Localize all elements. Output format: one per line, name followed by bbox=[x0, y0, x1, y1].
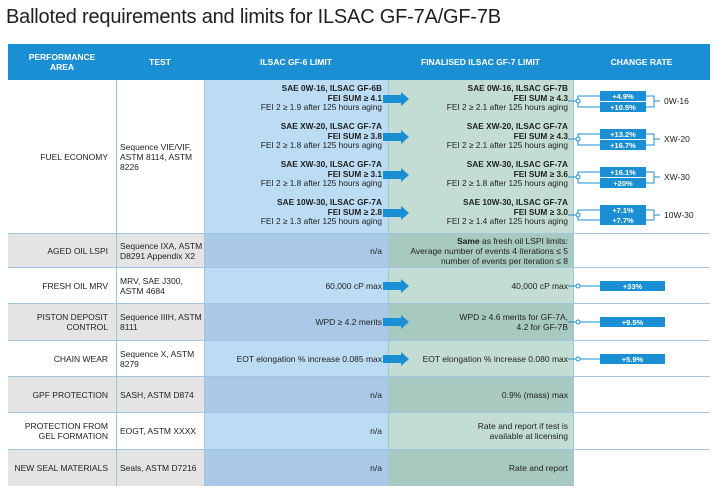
gf7-fei2: FEI 2 ≥ 1.4 after 125 hours aging bbox=[446, 216, 568, 226]
viscosity-label: XW-30 bbox=[664, 172, 690, 182]
area-cell: FUEL ECONOMY bbox=[40, 151, 108, 162]
gf7-cell: 0.9% (mass) max bbox=[388, 377, 573, 412]
area-cell: PISTON DEPOSIT CONTROL bbox=[8, 304, 116, 340]
gf7-fei2: FEI 2 ≥ 2.1 after 125 hours aging bbox=[446, 140, 568, 150]
header-change-rate: CHANGE RATE bbox=[610, 57, 673, 67]
gf7-sum: FEI SUM ≥ 4.3 bbox=[513, 92, 568, 103]
gf7-cell: 40,000 cP max bbox=[388, 268, 573, 303]
gf7-cell bbox=[388, 304, 573, 340]
gf6-cell: 60,000 cP max bbox=[204, 268, 388, 303]
gf6-sum: FEI SUM ≥ 3.8 bbox=[327, 130, 382, 141]
test-cell: MRV, SAE J300, ASTM 4684 bbox=[116, 268, 204, 303]
arrow-right-icon bbox=[383, 130, 409, 144]
rate-cell bbox=[573, 413, 710, 449]
gf7-text: 4.2 for GF-7B bbox=[516, 322, 568, 332]
gf6-cell: WPD ≥ 4.2 merits bbox=[204, 304, 388, 340]
change-rate-badge: +33% bbox=[600, 281, 665, 291]
change-rate-badge: +13.2% bbox=[600, 129, 646, 139]
gf6-cell bbox=[204, 80, 388, 233]
test-cell: Sequence IIIH, ASTM 8111 bbox=[116, 304, 204, 340]
test-cell: SASH, ASTM D874 bbox=[116, 377, 204, 412]
gf7-sum: FEI SUM ≥ 3.6 bbox=[513, 168, 568, 179]
change-rate-badge: +9.5% bbox=[600, 317, 665, 327]
area-cell: NEW SEAL MATERIALS bbox=[8, 450, 116, 486]
gf7-sum: FEI SUM ≥ 3.0 bbox=[513, 206, 568, 217]
header-gf7-limit: FINALISED ILSAC GF-7 LIMIT bbox=[421, 57, 540, 67]
gf6-grade: SAE XW-30, ILSAC GF-7A bbox=[280, 159, 382, 169]
area-cell: AGED OIL LSPI bbox=[8, 234, 116, 267]
viscosity-label: 10W-30 bbox=[664, 210, 694, 220]
gf7-cell bbox=[388, 413, 573, 449]
test-cell: Sequence X, ASTM 8279 bbox=[116, 341, 204, 376]
test-cell: Sequence VIE/VIF, ASTM 8114, ASTM 8226 bbox=[116, 80, 204, 233]
row-chain-wear bbox=[8, 341, 710, 377]
row-fuel-economy bbox=[8, 80, 710, 234]
gf7-cell: EOT elongation % increase 0.080 max bbox=[388, 341, 573, 376]
rate-cell bbox=[573, 234, 710, 267]
row-gpf-protection bbox=[8, 377, 710, 413]
gf6-sum: FEI SUM ≥ 4.1 bbox=[327, 92, 382, 103]
arrow-right-icon bbox=[383, 206, 409, 220]
row-fresh-oil-mrv bbox=[8, 268, 710, 304]
gf7-cell: Rate and report bbox=[388, 450, 573, 486]
row-gel-formation bbox=[8, 413, 710, 450]
viscosity-label: 0W-16 bbox=[664, 96, 689, 106]
gf7-block-0w16 bbox=[447, 84, 568, 113]
requirements-table bbox=[8, 44, 710, 486]
change-rate-badge: +7.1% bbox=[600, 205, 646, 215]
gf7-cell bbox=[388, 234, 573, 267]
change-rate-badge: +7.7% bbox=[600, 215, 646, 225]
gf6-fei2: FEI 2 ≥ 1.8 after 125 hours aging bbox=[260, 178, 382, 188]
gf7-fei2: FEI 2 ≥ 1.8 after 125 hours aging bbox=[446, 178, 568, 188]
gf6-fei2: FEI 2 ≥ 1.3 after 125 hours aging bbox=[260, 216, 382, 226]
area-cell: PROTECTION FROM GEL FORMATION bbox=[24, 421, 108, 441]
row-piston-deposit-control bbox=[8, 304, 710, 341]
change-rate-badge: +20% bbox=[600, 178, 646, 188]
change-rate-badge: +16.7% bbox=[600, 140, 646, 150]
gf7-fei2: FEI 2 ≥ 2.1 after 125 hours aging bbox=[446, 102, 568, 112]
gf7-text: WPD ≥ 4.6 merits for GF-7A, bbox=[459, 312, 568, 322]
change-rate-badge: +10.5% bbox=[600, 102, 646, 112]
gf7-block-xw30 bbox=[447, 160, 568, 189]
rate-cell bbox=[573, 450, 710, 486]
rate-cell bbox=[573, 377, 710, 412]
gf6-cell: n/a bbox=[204, 450, 388, 486]
gf7-cell bbox=[388, 80, 573, 233]
gf6-grade: SAE XW-20, ILSAC GF-7A bbox=[280, 121, 382, 131]
area-cell: GPF PROTECTION bbox=[8, 377, 116, 412]
gf6-cell: n/a bbox=[204, 377, 388, 412]
page-title: Balloted requirements and limits for ILSAC GF-7A/GF-7B bbox=[6, 6, 501, 28]
gf6-sum: FEI SUM ≥ 2.8 bbox=[327, 206, 382, 217]
row-new-seal-materials bbox=[8, 450, 710, 486]
gf7-block-10w30 bbox=[447, 198, 568, 227]
viscosity-label: XW-20 bbox=[664, 134, 690, 144]
gf6-block-0w16 bbox=[261, 84, 382, 113]
gf6-fei2: FEI 2 ≥ 1.9 after 125 hours aging bbox=[260, 102, 382, 112]
gf6-cell: n/a bbox=[204, 413, 388, 449]
test-cell: Sequence IXA, ASTM D8291 Appendix X2 bbox=[116, 234, 204, 267]
row-aged-oil-lspi bbox=[8, 234, 710, 268]
header-gf6-limit: ILSAC GF-6 LIMIT bbox=[260, 57, 332, 67]
gf6-cell: EOT elongation % increase 0.085 max bbox=[204, 341, 388, 376]
gf7-emphasis: Same bbox=[456, 235, 480, 246]
gf7-text: Rate and report if test is bbox=[477, 421, 568, 431]
gf6-block-10w30 bbox=[261, 198, 382, 227]
test-cell: Seals, ASTM D7216 bbox=[116, 450, 204, 486]
gf7-grade: SAE 10W-30, ILSAC GF-7A bbox=[463, 197, 568, 207]
gf7-text: Average number of events 4 iterations ≤ 5 bbox=[410, 245, 568, 256]
change-rate-badge: +4.9% bbox=[600, 91, 646, 101]
gf6-grade: SAE 0W-16, ILSAC GF-6B bbox=[281, 83, 382, 93]
gf6-cell: n/a bbox=[204, 234, 388, 267]
arrow-right-icon bbox=[383, 315, 409, 329]
gf7-grade: SAE XW-20, ILSAC GF-7A bbox=[466, 121, 568, 131]
table-header bbox=[8, 44, 710, 80]
arrow-right-icon bbox=[383, 168, 409, 182]
header-test: TEST bbox=[149, 57, 171, 67]
arrow-right-icon bbox=[383, 279, 409, 293]
gf7-grade: SAE XW-30, ILSAC GF-7A bbox=[466, 159, 568, 169]
gf7-sum: FEI SUM ≥ 4.3 bbox=[513, 130, 568, 141]
gf7-text: number of events per iteration ≤ 8 bbox=[440, 255, 568, 266]
gf6-sum: FEI SUM ≥ 3.1 bbox=[327, 168, 382, 179]
change-rate-badge: +5.9% bbox=[600, 354, 665, 364]
arrow-right-icon bbox=[383, 352, 409, 366]
gf7-text: as fresh oil LSPI limits: bbox=[479, 235, 568, 246]
arrow-right-icon bbox=[383, 92, 409, 106]
test-cell: EOGT, ASTM XXXX bbox=[116, 413, 204, 449]
gf6-block-xw20 bbox=[261, 122, 382, 151]
header-performance-area: PERFORMANCE AREA bbox=[28, 52, 96, 72]
area-cell: CHAIN WEAR bbox=[53, 353, 108, 364]
gf6-grade: SAE 10W-30, ILSAC GF-7A bbox=[277, 197, 382, 207]
change-rate-badge: +16.1% bbox=[600, 167, 646, 177]
area-cell: FRESH OIL MRV bbox=[42, 280, 108, 291]
gf7-grade: SAE 0W-16, ILSAC GF-7B bbox=[467, 83, 568, 93]
gf7-text: available at licensing bbox=[489, 431, 568, 441]
gf7-block-xw20 bbox=[447, 122, 568, 151]
gf6-block-xw30 bbox=[261, 160, 382, 189]
gf6-fei2: FEI 2 ≥ 1.8 after 125 hours aging bbox=[260, 140, 382, 150]
